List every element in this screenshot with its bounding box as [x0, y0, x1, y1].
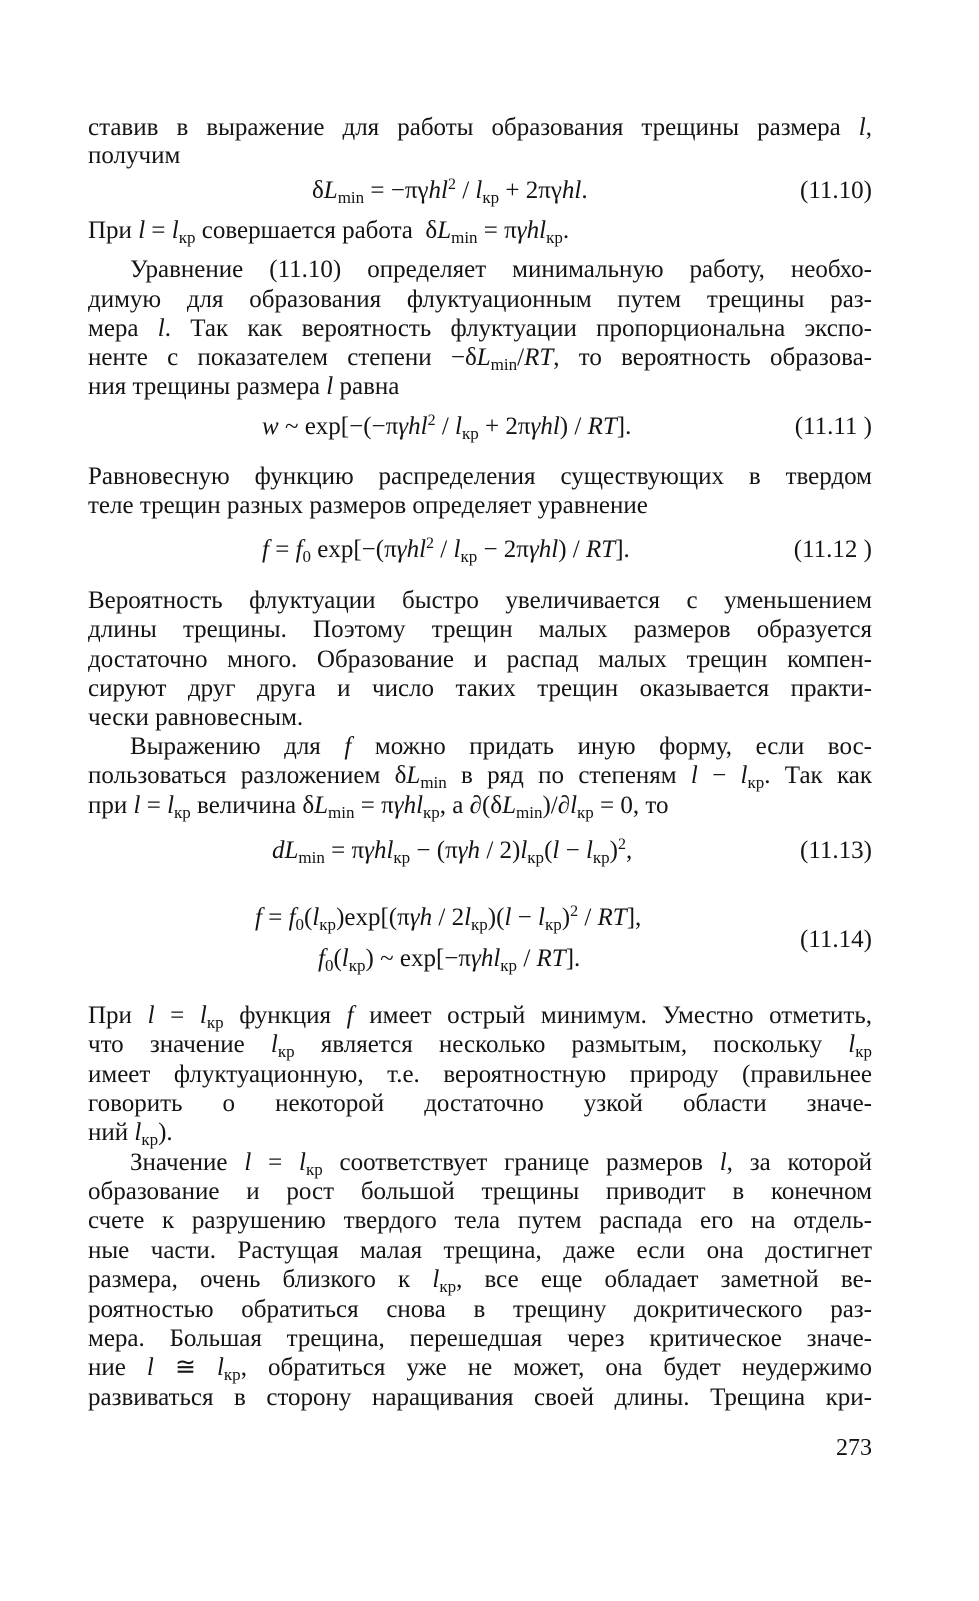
text-line-15: чески равновесным.: [88, 704, 304, 731]
text-line-5: димую для образования флуктуационным путем трещины раз-: [88, 286, 872, 313]
text-line-2: получим: [88, 142, 181, 169]
text-line-9: Равновесную функцию распределения существующих в твердом: [88, 463, 872, 490]
text-line-19: При $l = l_{кр}$ функция f имеет острый минимум. Уместно отметить,: [88, 1002, 873, 1032]
equation-number-11-14: (11.14): [800, 926, 872, 953]
text-line-4: Уравнение (11.10) определяет минимальную работу, необхо-: [130, 256, 872, 283]
equation-11-12: $f = f_0$ $\exp[-(\pi\gamma hl^2 / l_{кр} - 2\pi\gamma hl) / RT]$.: [262, 535, 630, 566]
text-line-28: размера, очень близкого к $l_{кр}$, все еще обладает заметной ве-: [88, 1266, 872, 1296]
text-line-8: ния трещины размера l равна: [88, 373, 400, 400]
text-line-12: длины трещины. Поэтому трещин малых размеров образуется: [88, 616, 872, 643]
equation-number-11-10: (11.10): [800, 177, 872, 204]
text-line-20: что значение $l_{кр}$ является несколько размытым, поскольку $l_{кр}$: [88, 1031, 872, 1061]
text-line-30: мера. Большая трещина, перешедшая через критическое значе-: [88, 1325, 872, 1352]
text-line-6: мера l. Так как вероятность флуктуации пропорциональна экспо-: [88, 315, 872, 342]
text-line-11: Вероятность флуктуации быстро увеличивается с уменьшением: [88, 587, 872, 614]
text-line-16: Выражению для f можно придать иную форму, если вос-: [130, 733, 872, 760]
text-line-25: образование и рост большой трещины приводит в конечном: [88, 1178, 872, 1205]
equation-number-11-11: (11.11 ): [794, 413, 872, 440]
equation-number-11-13: (11.13): [800, 837, 872, 864]
text-line-13: достаточно много. Образование и распад малых трещин компен-: [88, 646, 872, 673]
equation-11-14-line-2: $f_0(l_{кр})$ ~ exp[−πγhl$_{кр}$ / RT].: [318, 945, 581, 975]
text-line-17: пользоваться разложением $\delta L_{min}$ в ряд по степеням $l - l_{кр}$. Так как: [88, 762, 872, 792]
text-line-21: имеет флуктуационную, т.е. вероятностную природу (правильнее: [88, 1061, 872, 1088]
equation-11-14-line-1: $f = f_0(l_{кр})\exp[(\pi\gamma h / 2l_{кр})(l - l_{кр})^2 / RT]$,: [255, 903, 642, 934]
text-line-10: теле трещин разных размеров определяет уравнение: [88, 492, 648, 519]
text-line-1: ставив в выражение для работы образования трещины размера l,: [88, 114, 872, 141]
equation-11-13: $dL_{min} = \pi\gamma hl_{кр} - (\pi\gamma h / 2)l_{кр}(l - l_{кр})^2$,: [272, 836, 633, 867]
text-line-3: При $l = l_{кр}$ совершается работа $\delta L_{min} = \pi\gamma hl_{кр}$.: [88, 217, 570, 247]
text-line-24: Значение $l = l_{кр}$ соответствует границе размеров l, за которой: [130, 1149, 873, 1179]
text-line-18: при $l = l_{кр}$ величина $\delta L_{min} = \pi\gamma hl_{кр}$, а $\partial(\delta L_{min})/\partial l_{кр} = 0$, то: [88, 792, 669, 822]
text-line-23: ний $l_{кр}$).: [88, 1119, 173, 1149]
text-line-26: счете к разрушению твердого тела путем распада его на отдель-: [88, 1207, 872, 1234]
text-line-29: роятностью обратиться снова в трещину докритического раз-: [88, 1296, 872, 1323]
text-line-7: ненте с показателем степени $-\delta L_{min}/RT$, то вероятность образова-: [88, 344, 872, 374]
text-line-32: развиваться в сторону наращивания своей длины. Трещина кри-: [88, 1384, 872, 1411]
text-line-22: говорить о некоторой достаточно узкой области значе-: [88, 1090, 872, 1117]
equation-number-11-12: (11.12 ): [793, 536, 872, 563]
equation-11-10: $\delta L_{min} = -\pi\gamma hl^2 / l_{кр} + 2\pi\gamma hl$.: [312, 176, 588, 207]
equation-11-11: w ~ $\exp[-(-\pi\gamma hl^2 / l_{кр} + 2\pi\gamma hl) / RT]$.: [262, 412, 632, 443]
text-line-14: сируют друг друга и число таких трещин оказывается практи-: [88, 675, 872, 702]
text-line-31: ние l ≅ $l_{кр}$, обратиться уже не может, она будет неудержимо: [88, 1354, 872, 1384]
text-line-27: ные части. Растущая малая трещина, даже если она достигнет: [88, 1237, 872, 1264]
page-number: 273: [836, 1435, 872, 1461]
